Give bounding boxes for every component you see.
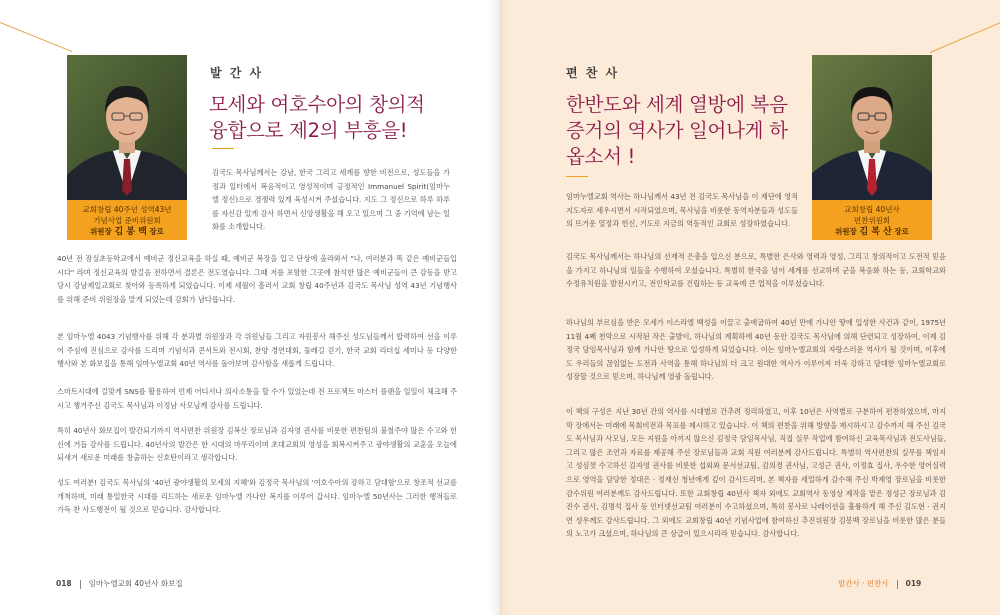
- caption-name: [812, 226, 932, 238]
- right-page: [500, 0, 1000, 615]
- body-paragraph-right-2: 하나님의 부르심을 받은 모세가 이스라엘 백성을 이끌고 출애굽하여 40년 만에 가나안 땅에 입성한 사건과 같이, 1975년 11월 4째 천막으로 시작된 작은 출발이, 하나님의 계획하에 40년 동안 김국도 목사님에 의해 단련되고 성장하여, 이제 김정국 담임목사님과 함께 가나안 땅으로 입성하게 되었습니다. 이는 임마누엘교회의 자랑스러운 역사가 될 것이며, 이후에도 우리들의 끊임없는 도전과 사역을 통해 하나님의 더 크고 원대한 역사가 이루어져 더욱 강하고 담대한 임마누엘교회로 성장할 것으로 믿으며, 하나님께 영광 돌립니다.: [566, 318, 946, 382]
- body-paragraph-left-4: 특히 40년사 화보집이 발간되기까지 역사편찬 위원장 김복산 장로님과 김자영 권사를 비롯한 편찬팀의 불철주야 많은 수고와 헌신에 거듭 감사를 드립니다. 40년사의 발간은 한 시대의 마무리이며 초대교회의 영성을 회복시켜주고 광야생활의 교훈을 오늘에 되새겨 새로운 미래를 창출하는 신호탄이라고 생각합니다.: [57, 426, 457, 463]
- footer-divider: [897, 580, 898, 589]
- section-title-footer: 발간사 · 편찬사: [838, 579, 889, 588]
- portrait-photo-left: [67, 55, 187, 200]
- footer-left: [56, 578, 183, 589]
- headline-rule-left: [212, 148, 234, 149]
- caption-title: 장로: [894, 227, 909, 236]
- headline-line: 한반도와 세계 열방에 복음: [566, 93, 788, 116]
- caption-line2: 편찬위원회: [853, 216, 891, 225]
- headline-line: 모세와 여호수아의 창의적: [209, 93, 425, 116]
- caption-line1: 교회창립 40년사: [844, 205, 900, 214]
- body-paragraph-right-3: 이 책의 구성은 지난 30년 간의 역사를 시대별로 간추려 정리하였고, 이후 10년은 사역별로 구분하여 편찬하였으며, 마지막 장에서는 미래에 목회비전과 목표를 제시하고 있습니다. 이 책의 편찬을 위해 방향을 제시하시고 감수까지 해 주신 김국도 목사님과 사모님, 모든 지원을 아끼지 않으신 김정국 담임목사님, 직접 실무 작업에 참여하신 교육목사님과 전도사님들, 그리고 많은 조언과 자료를 제공해 주신 장로님들과 교회 직원 여러분께 감사드립니다. 특별히 역사편찬의 실무를 책임지고 성심껏 수고하신 김자영 권사를 비롯한 섭외와 문서선교팀, 김의경 권사님, 고성근 권사, 이정효 집사, 우수한 영어실력으로 영역을 담당한 정대은 · 정재선 청년에게 깊이 감사드리며, 본 책자를 세밀하게 감수해 주신 박재영 장로님을 비롯한 감수위원 여러분께도 감사드립니다. 또한 교회창립 40년사 책자 외에도 교회역사 동영상 제작을 맡은 정성근 장로님과 김진수 권사, 김명석 집사 등 인터넷선교팀 여러분이 수고하셨으며, 특히 봉사로 나레이션을 훌륭하게 해 주신 김도현 · 권지연 성우께도 감사드립니다. 그 외에도 교회창립 40년 기념사업에 참여하신 추진위원장 김봉백 장로님을 비롯한 많은 분들의 노고가 크셨으며, 하나님의 큰 상급이 있으시리라 믿습니다. 감사합니다.: [566, 407, 946, 539]
- intro-paragraph-left: 김국도 목사님께서는 강남, 한국 그리고 세계를 향한 비전으로, 성도들을 가정과 일터에서 복음적이고 영성적이며 긍정적인 Immanuel Spirit(임마누엘 정신)으로 경쟁력 있게 육성시켜 주셨습니다. 지도 그 정신으로 하루 하루를 자신감 있게 감사 하면서 신앙생활을 해 오고 있으며 그 중 기억에 남는 일화를 소개합니다.: [212, 168, 450, 232]
- book-gutter-shadow: [488, 0, 512, 615]
- headline-left: [209, 92, 425, 144]
- section-label-left: 발 간 사: [210, 66, 264, 80]
- body-paragraph-right-1: 김국도 목사님께서는 하나님의 선재적 은총을 입으신 분으로, 특별한 은사와 영력과 영성, 그리고 창의적이고 도전적 믿음을 가지고 하나님의 일들을 수행하여 오셨습니다. 특별히 한국을 넘어 세계를 선교하며 군을 복음화 하는 등, 교회학교와 수정유치원을 발전시키고, 전인학교를 건립하는 등 교육에 큰 업적을 이루셨습니다.: [566, 252, 946, 289]
- body-paragraph-left-3: 스마트시대에 걸맞게 SNS를 활용하여 언제 어디서나 의사소통을 할 수가 있었는데 전 프로젝트 마스터 플랜을 일일이 체크해 주시고 챙겨주신 김국도 목사님과 이정남 사모님께 감사를 드립니다.: [57, 387, 457, 410]
- photo-caption-left: [67, 200, 187, 240]
- page-number-right: 019: [905, 579, 922, 588]
- headline-line: 옵소서 !: [566, 145, 636, 168]
- caption-line2: 기념사업 준비위원회: [93, 216, 161, 225]
- caption-line1: 교회창립 40주년 성역43년: [82, 205, 172, 214]
- caption-role: 위원장: [90, 227, 112, 236]
- headline-right: [566, 92, 788, 170]
- photo-caption-right: [812, 200, 932, 240]
- footer-divider: [80, 580, 81, 589]
- page-number-left: 018: [56, 579, 72, 588]
- footer-right: [838, 578, 921, 589]
- caption-person: 김 복 산: [859, 227, 892, 237]
- caption-person: 김 봉 백: [114, 227, 147, 237]
- section-label-right: 편 찬 사: [566, 66, 620, 80]
- decorative-line-right: [930, 22, 1000, 53]
- headline-line: 융합으로 제2의 부흥을!: [209, 119, 408, 142]
- intro-paragraph-right: 임마누엘교회 역사는 하나님께서 43년 전 김국도 목사님을 이 제단에 영적지도자로 세우시면서 시작되었으며, 목사님을 비롯한 동역자분들과 성도들의 뜨거운 열정과 헌신, 기도로 지금의 역동적인 교회로 성장하였습니다.: [566, 192, 798, 229]
- caption-name: [67, 226, 187, 238]
- decorative-line-left: [0, 22, 73, 52]
- body-paragraph-left-5: 성도 여러분! 김국도 목사님의 '40년 광야생활의 모세의 지혜'와 김정국 목사님의 '여호수아의 강하고 담대함'으로 창조적 선교를 개척하며, 미래 통일한국 시대를 리드하는 새로운 임마누엘 가나안 복지를 이루어 갑시다. 임마누엘 50년사는 그러한 행적들로 가득 찬 사도행전이 될 것으로 믿습니다. 감사합니다.: [57, 478, 457, 515]
- caption-role: 위원장: [835, 227, 857, 236]
- headline-rule-right: [566, 176, 588, 177]
- headline-line: 증거의 역사가 일어나게 하: [566, 119, 788, 142]
- caption-title: 장로: [149, 227, 164, 236]
- body-paragraph-left-2: 본 임마누엘 4043 기념행사를 위해 각 분과별 위원장과 각 위원님들 그리고 자원봉사 해주신 성도님들께서 합력하여 선을 이루어 주심에 진심으로 감사를 드리며 기념식과 콘서트와 전시회, 찬양 경연대회, 둘레길 걷기, 한국 교회 리더십 세미나 등 다양한 행사와 본 화보집을 통해 임마누엘교회 40년 역사를 돌아보며 감사함을 새롭게 드립니다.: [57, 332, 457, 369]
- book-title: 임마누엘교회 40년사 화보집: [88, 579, 183, 588]
- body-paragraph-left-1: 40년 전 잠실초등학교에서 예비군 정신교육을 하실 때, 예비군 복장을 입고 단상에 올라와서 "나, 여러분과 똑 같은 예비군들입시다" 라며 정신교육의 발걸음 전하면서 결론은 전도였습니다. 그때 저를 포함한 그곳에 참석한 많은 예비군들이 큰 감동을 받고 당시 강남제일교회로 찾아와 등록하게 되었습니다. 이제 세월이 흘러서 교회 창립 40주년과 김국도 목사님 성역 43년 기념행사를 위해 준비 위원장을 맡게 되었는데 감회가 남다릅니다.: [57, 254, 457, 304]
- portrait-photo-right: [812, 55, 932, 200]
